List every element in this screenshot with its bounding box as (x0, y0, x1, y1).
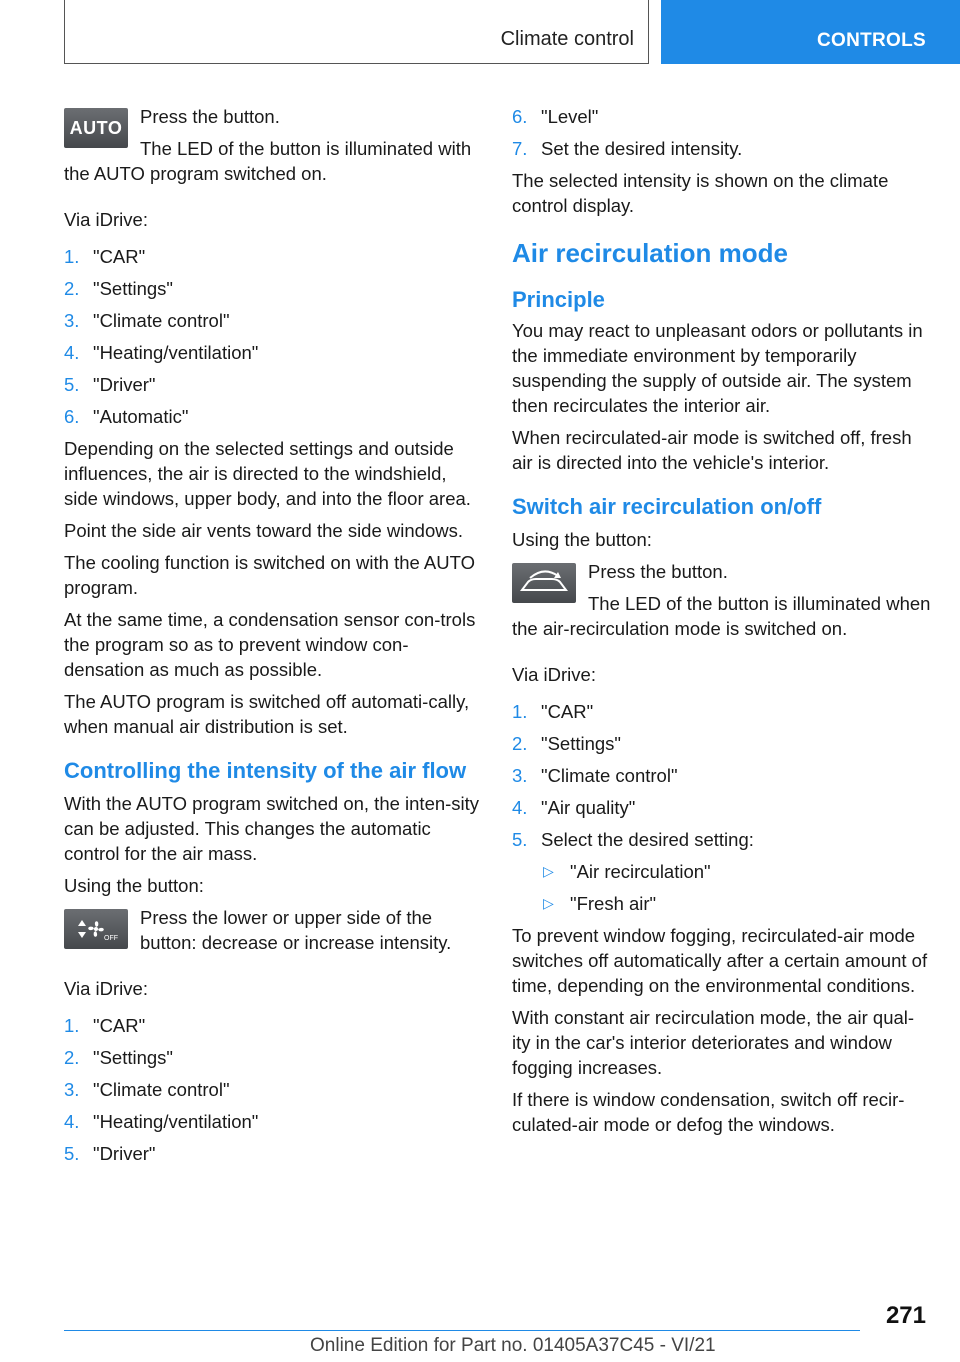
list-item: 4. "Heating/ventilation" (64, 342, 259, 363)
fan-icon (68, 914, 124, 944)
list-item: ▷ "Air recirculation" (543, 861, 711, 882)
auto-press-text: Press the button. (140, 106, 280, 127)
list-item: 4. "Air quality" (512, 797, 636, 818)
auto-button-icon (64, 108, 128, 148)
using-button-label: Using the button: (64, 875, 204, 896)
footer-edition: Online Edition for Part no. 01405A37C45 - VI/21 (310, 1335, 716, 1356)
list-item: 2. "Settings" (64, 278, 173, 299)
paragraph: Point the side air vents toward the side windows. (64, 520, 463, 541)
heading-principle: Principle (512, 287, 605, 312)
right-column (512, 104, 932, 1144)
heading-intensity: Controlling the intensity of the air flow (64, 758, 467, 783)
list-item: ▷ "Fresh air" (543, 893, 657, 914)
paragraph: With the AUTO program switched on, the inten-sity can be adjusted. This changes the automatic control for the air mass. (64, 793, 480, 864)
paragraph: You may react to unpleasant odors or pollutants in the immediate environment by temporarily suspending the supply of outside air. The system then recirculates the interior air. (512, 320, 923, 416)
paragraph: The selected intensity is shown on the climate control display. (512, 170, 889, 216)
recirc-led-text: The LED of the button is illuminated when the air-recirculation mode is switched on. (512, 593, 931, 639)
header-chapter-title: CONTROLS (816, 30, 926, 51)
list-item: 1. "CAR" (64, 246, 146, 267)
idrive-steps-list-2 (64, 1013, 480, 1166)
fan-button-icon (64, 909, 128, 949)
paragraph: When recirculated-air mode is switched off, fresh air is directed into the vehicle's interior. (512, 427, 912, 473)
auto-button-instruction (64, 104, 480, 193)
page-number: 271 (885, 1302, 926, 1329)
list-item: 3. "Climate control" (64, 1079, 230, 1100)
using-button-label: Using the button: (512, 529, 652, 550)
paragraph: The AUTO program is switched off automati-cally, when manual air distribution is set. (64, 691, 470, 737)
svg-text:OFF: OFF (104, 935, 118, 942)
fan-press-text: Press the lower or upper side of the button: decrease or increase intensity. (140, 907, 452, 953)
paragraph: To prevent window fogging, recirculated-air mode switches off automatically after a certain amount of time, depending on the environmental conditions. (512, 925, 928, 996)
heading-air-recirculation: Air recirculation mode (512, 238, 788, 268)
recirc-button-icon (512, 563, 576, 603)
paragraph: If there is window condensation, switch off recir-culated-air mode or defog the windows. (512, 1089, 905, 1135)
footer-divider (64, 1330, 860, 1331)
triangle-bullet-icon: ▷ (543, 895, 554, 911)
list-item: 5. "Driver" (64, 374, 156, 395)
list-item: 1. "CAR" (64, 1015, 146, 1036)
fan-button-instruction (64, 905, 480, 962)
auto-icon-label: AUTO (69, 117, 123, 138)
recirc-button-instruction (512, 559, 932, 648)
recirc-press-text: Press the button. (588, 561, 728, 582)
list-item: 1. "CAR" (512, 701, 594, 722)
list-item: 4. "Heating/ventilation" (64, 1111, 259, 1132)
list-item: 3. "Climate control" (64, 310, 230, 331)
idrive-steps-list (64, 244, 480, 429)
header-section-title: Climate control (500, 28, 634, 50)
idrive-steps-list-3 (512, 699, 932, 916)
triangle-bullet-icon: ▷ (543, 863, 554, 879)
paragraph: With constant air recirculation mode, the air qual-ity in the car's interior deteriorates and window fogging increases. (512, 1007, 915, 1078)
via-idrive-label: Via iDrive: (64, 209, 148, 230)
paragraph: The cooling function is switched on with the AUTO program. (64, 552, 475, 598)
list-item: 2. "Settings" (64, 1047, 173, 1068)
left-column (64, 104, 480, 1173)
list-item: 7. Set the desired intensity. (512, 138, 743, 159)
via-idrive-label: Via iDrive: (512, 664, 596, 685)
list-item: 5. Select the desired setting: ▷ "Air recirculation" ▷ "Fresh air" (512, 827, 932, 916)
paragraph: Depending on the selected settings and outside influences, the air is directed to the windshield, side windows, upper body, and into the floor area. (64, 438, 471, 509)
list-item: 6. "Automatic" (64, 406, 189, 427)
idrive-steps-continued (512, 104, 932, 161)
paragraph: At the same time, a condensation sensor con-trols the program so as to prevent window con-densation as much as possible. (64, 609, 476, 680)
header-section-box (64, 0, 649, 64)
list-item: 5. "Driver" (64, 1143, 156, 1164)
car-recirculation-icon (516, 568, 572, 598)
list-item: 2. "Settings" (512, 733, 621, 754)
via-idrive-label: Via iDrive: (64, 978, 148, 999)
list-item: 3. "Climate control" (512, 765, 678, 786)
sub-options-list (541, 859, 932, 916)
auto-led-text: The LED of the button is illuminated with the AUTO program switched on. (64, 138, 472, 184)
list-item: 6. "Level" (512, 106, 599, 127)
heading-switch-recirculation: Switch air recirculation on/off (512, 494, 822, 519)
header-chapter-box (661, 0, 960, 64)
